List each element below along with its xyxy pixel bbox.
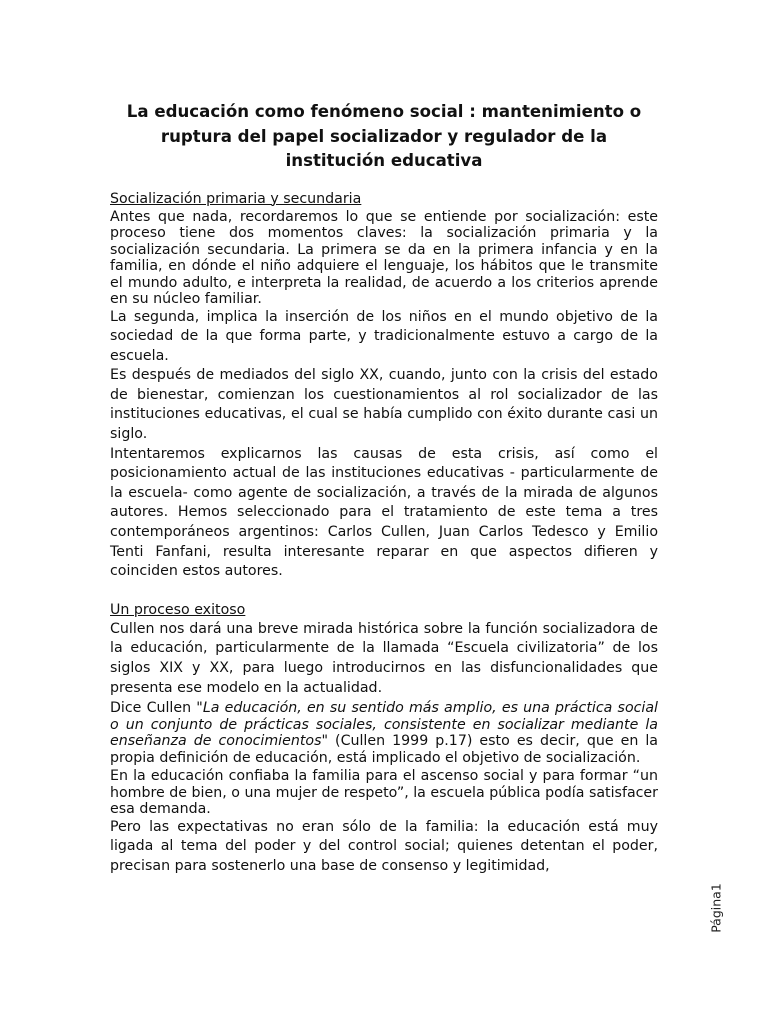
paragraph: Pero las expectativas no eran sólo de la familia: la educación está muy ligada al tema del poder y del control social; quienes detentan el poder, precisan para sostenerlo una base de consenso y legitimidad,	[110, 818, 658, 874]
quote-text: "La educación, en su sentido más amplio, es una práctica social o un conjunto de prácticas sociales, consistente en socializar mediante la enseñanza de conocimientos"	[110, 700, 658, 750]
quote-intro: Dice Cullen	[110, 700, 197, 717]
page-number	[701, 878, 731, 938]
page-number-label: Página1	[708, 883, 724, 933]
paragraph: Intentaremos explicarnos las causas de esta crisis, así como el posicionamiento actual de las instituciones educativas - particularmente de la escuela- como agente de socialización, a través de la mirada de algunos autores. Hemos seleccionado para el tratamiento de este tema a tres contemporáneos argentinos: Carlos Cullen, Juan Carlos Tedesco y Emilio Tenti Fanfani, resulta interesante reparar en que aspectos difieren y coinciden estos autores.	[110, 445, 658, 580]
quote-citation: (Cullen 1999 p.17) esto es decir, que en la propia definición de educación, está implicado el objetivo de socialización.	[110, 733, 658, 766]
document-page	[110, 100, 658, 876]
paragraph: Antes que nada, recordaremos lo que se entiende por socialización: este proceso tiene dos momentos claves: la socialización primaria y la socialización secundaria. La primera se da en la primera infancia y en la familia, en dónde el niño adquiere el lenguaje, los hábitos que le transmite el mundo adulto, e interpreta la realidad, de acuerdo a los criterios aprende en su núcleo familiar.	[110, 208, 658, 307]
paragraph: En la educación confiaba la familia para el ascenso social y para formar “un hombre de bien, o una mujer de respeto”, la escuela pública podía satisfacer esa demanda.	[110, 768, 658, 818]
paragraph: Cullen nos dará una breve mirada histórica sobre la función socializadora de la educación, particularmente de la llamada “Escuela civilizatoria” de los siglos XIX y XX, para luego introducirnos en las disfuncionalidades que presenta ese modelo en la actualidad.	[110, 620, 658, 696]
paragraph: La segunda, implica la inserción de los niños en el mundo objetivo de la sociedad de la que forma parte, y tradicionalmente estuvo a cargo de la escuela.	[110, 308, 658, 364]
paragraph: Es después de mediados del siglo XX, cuando, junto con la crisis del estado de bienestar, comienzan los cuestionamientos al rol socializador de las instituciones educativas, el cual se había cumplido con éxito durante casi un siglo.	[110, 367, 658, 443]
paragraph-quote	[110, 700, 658, 766]
section-heading-socializacion: Socialización primaria y secundaria	[110, 190, 362, 207]
document-title: La educación como fenómeno social : mantenimiento o ruptura del papel socializador y regulador de la institución educativa	[126, 102, 642, 170]
section-heading-proceso-exitoso: Un proceso exitoso	[110, 601, 246, 618]
